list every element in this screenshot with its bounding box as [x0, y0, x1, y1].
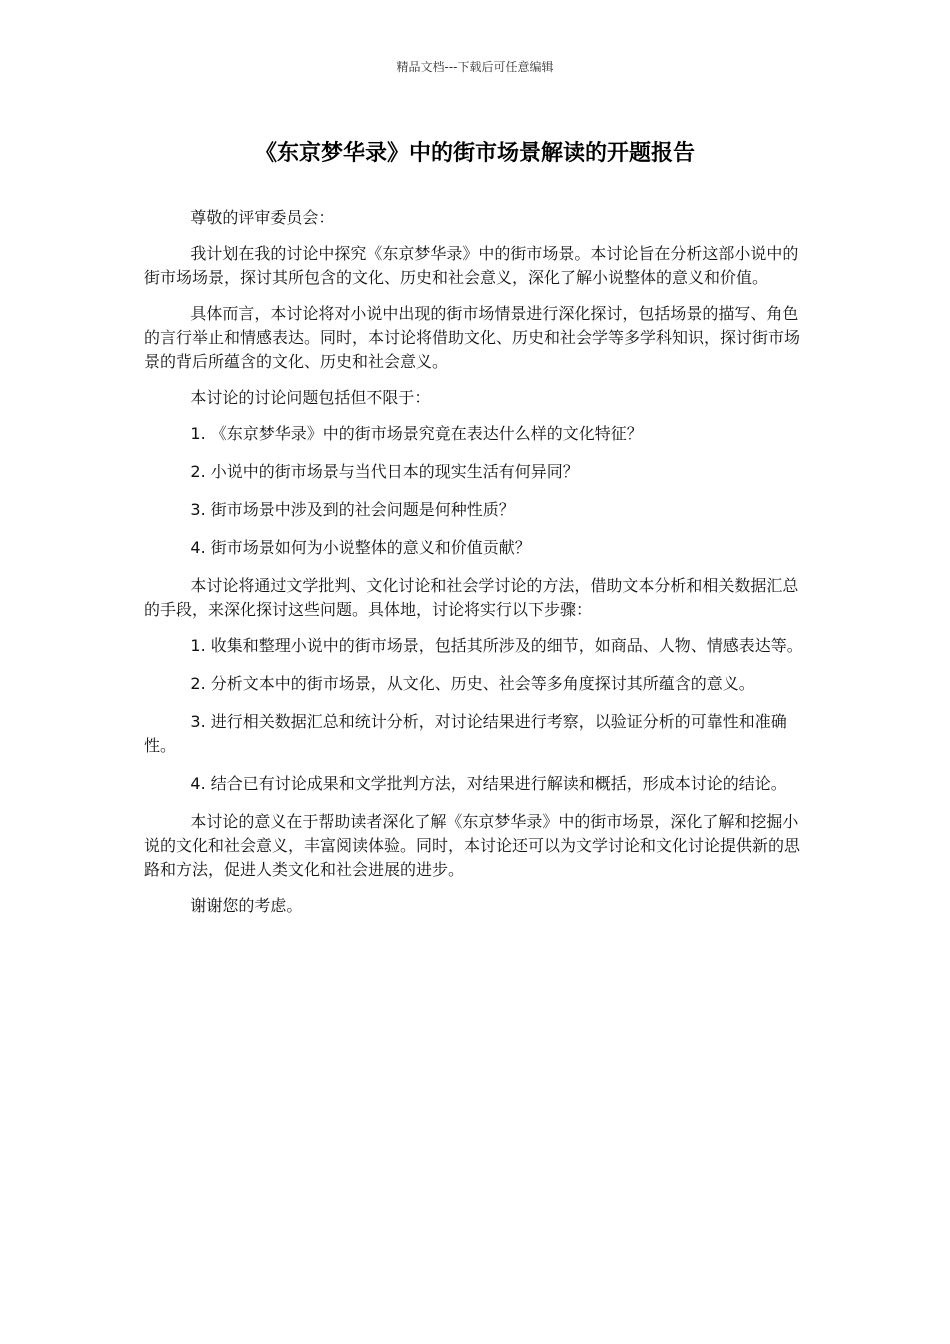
- step-item: 4. 结合已有讨论成果和文学批判方法，对结果进行解读和概括，形成本讨论的结论。: [190, 774, 787, 793]
- question-item: 3. 街市场景中涉及到的社会问题是何种性质？: [190, 500, 515, 519]
- method-intro: 本讨论将通过文学批判、文化讨论和社会学讨论的方法，借助文本分析和相关数据汇总的手段，来深化探讨这些问题。具体地，讨论将实行以下步骤：: [144, 576, 799, 619]
- header-note: 精品文档---下载后可任意编辑: [396, 60, 554, 74]
- detail-paragraph: 具体而言，本讨论将对小说中出现的街市场情景进行深化探讨，包括场景的描写、角色的言行举止和情感表达。同时，本讨论将借助文化、历史和社会学等多学科知识，探讨街市场景的背后所蕴含的文化、历史和社会意义。: [144, 304, 801, 371]
- document-body: [144, 206, 808, 930]
- question-item: 2. 小说中的街市场景与当代日本的现实生活有何异同？: [190, 462, 579, 481]
- closing-line: 谢谢您的考虑。: [190, 896, 303, 915]
- step-item: 2. 分析文本中的街市场景，从文化、历史、社会等多角度探讨其所蕴含的意义。: [190, 674, 755, 693]
- intro-paragraph: 我计划在我的讨论中探究《东京梦华录》中的街市场景。本讨论旨在分析这部小说中的街市场场景，探讨其所包含的文化、历史和社会意义，深化了解小说整体的意义和价值。: [144, 244, 799, 287]
- significance-paragraph: 本讨论的意义在于帮助读者深化了解《东京梦华录》中的街市场景，深化了解和挖掘小说的文化和社会意义，丰富阅读体验。同时，本讨论还可以为文学讨论和文化讨论提供新的思路和方法，促进人类文化和社会进展的进步。: [144, 812, 801, 879]
- questions-intro: 本讨论的讨论问题包括但不限于：: [190, 388, 431, 407]
- question-item: 4. 街市场景如何为小说整体的意义和价值贡献？: [190, 538, 531, 557]
- salutation: 尊敬的评审委员会：: [190, 208, 335, 227]
- step-item: 3. 进行相关数据汇总和统计分析，对讨论结果进行考察，以验证分析的可靠性和准确性。: [144, 712, 787, 755]
- document-title: 《东京梦华录》中的街市场景解读的开题报告: [254, 141, 695, 166]
- question-item: 1. 《东京梦华录》中的街市场景究竟在表达什么样的文化特征？: [190, 424, 643, 443]
- step-item: 1. 收集和整理小说中的街市场景，包括其所涉及的细节，如商品、人物、情感表达等。: [190, 636, 803, 655]
